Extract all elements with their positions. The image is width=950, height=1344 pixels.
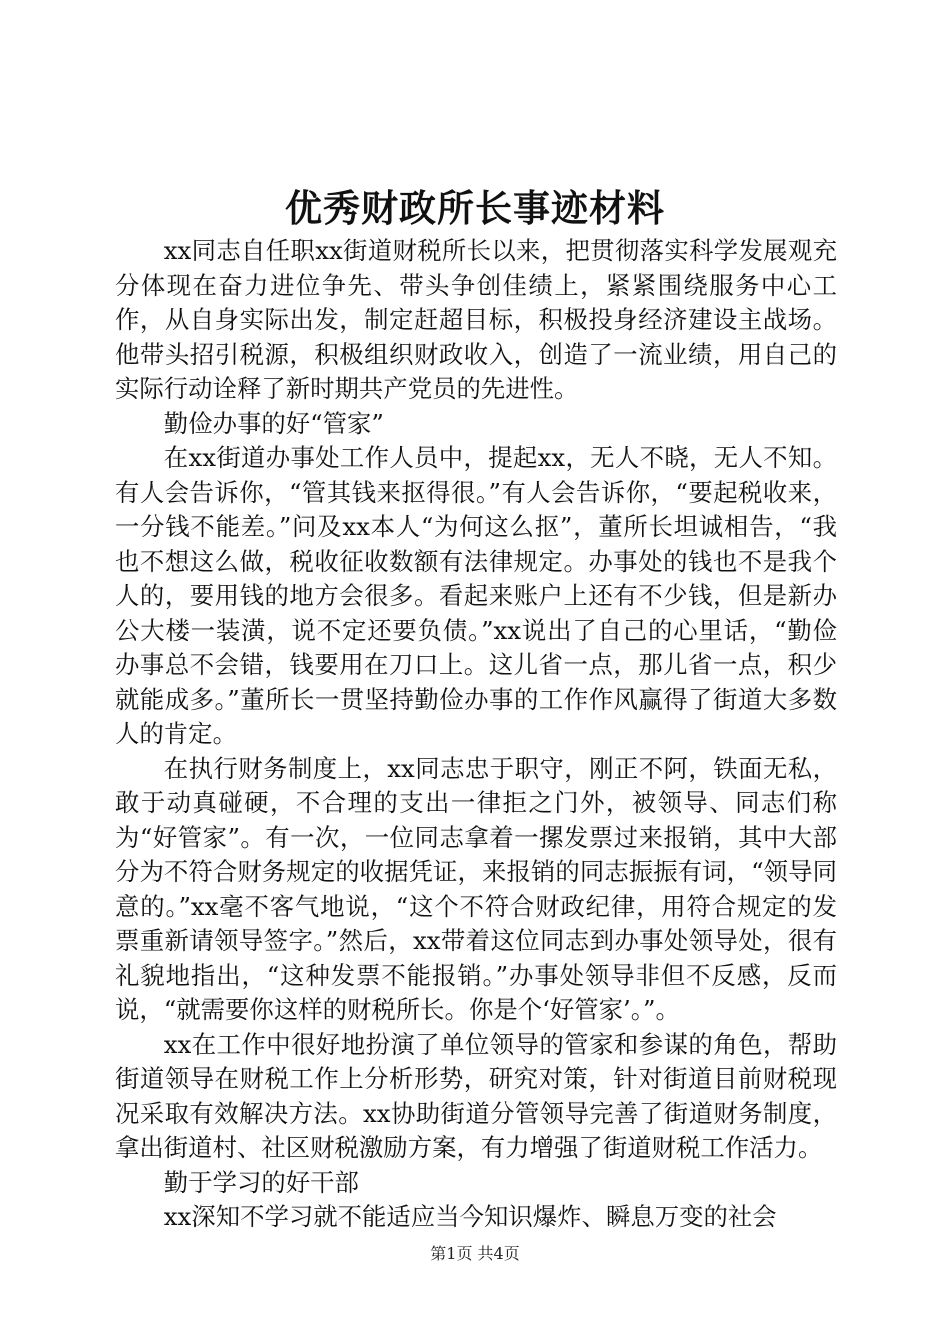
document-title: 优秀财政所长事迹材料 [285, 187, 665, 230]
section-heading-study: 勤于学习的好干部 [163, 1167, 359, 1197]
document-body [115, 234, 837, 1235]
paragraph-finance-rules: 在执行财务制度上，xx同志忠于职守，刚正不阿，铁面无私，敢于动真碰硬，不合理的支出一律拒之门外，被领导、同志们称为“好管家”。有一次，一位同志拿着一摞发票过来报销，其中大部分为不符合财务规定的收据凭证，来报销的同志振振有词，“领导同意的。”xx毫不客气地说，“这个不符合财政纪律，用符合规定的发票重新请领导签字。”然后，xx带着这位同志到办事处领导处，很有礼貌地指出，“这种发票不能报销。”办事处领导非但不反感，反而说，“就需要你这样的财税所长。你是个‘好管家’。”。 [115, 753, 837, 1024]
paragraph-thrift: 在xx街道办事处工作人员中，提起xx，无人不晓，无人不知。有人会告诉你，“管其钱来抠得很。”有人会告诉你，“要起税收来，一分钱不能差。”问及xx本人“为何这么抠”，董所长坦诚相告，“我也不想这么做，税收征收数额有法律规定。办事处的钱也不是我个人的，要用钱的地方会很多。看起来账户上还有不少钱，但是新办公大楼一装潢，说不定还要负债。”xx说出了自己的心里话，“勤俭办事总不会错，钱要用在刀口上。这儿省一点，那儿省一点，积少就能成多。”董所长一贯坚持勤俭办事的工作作风赢得了街道大多数人的肯定。 [115, 443, 837, 748]
paragraph-study: xx深知不学习就不能适应当今知识爆炸、瞬息万变的社会 [163, 1202, 777, 1231]
section-heading-thrift: 勤俭办事的好“管家” [163, 408, 384, 438]
paragraph-advisor-role: xx在工作中很好地扮演了单位领导的管家和参谋的角色，帮助街道领导在财税工作上分析形势，研究对策，针对街道目前财税现况采取有效解决方法。xx协助街道分管领导完善了街道财务制度，拿出街道村、社区财税激励方案，有力增强了街道财税工作活力。 [115, 1029, 837, 1162]
page-number-footer: 第1页 共4页 [430, 1244, 520, 1263]
paragraph-intro: xx同志自任职xx街道财税所长以来，把贯彻落实科学发展观充分体现在奋力进位争先、带头争创佳绩上，紧紧围绕服务中心工作，从自身实际出发，制定赶超目标，积极投身经济建设主战场。他带头招引税源，积极组织财政收入，创造了一流业绩，用自己的实际行动诠释了新时期共产党员的先进性。 [115, 236, 837, 403]
